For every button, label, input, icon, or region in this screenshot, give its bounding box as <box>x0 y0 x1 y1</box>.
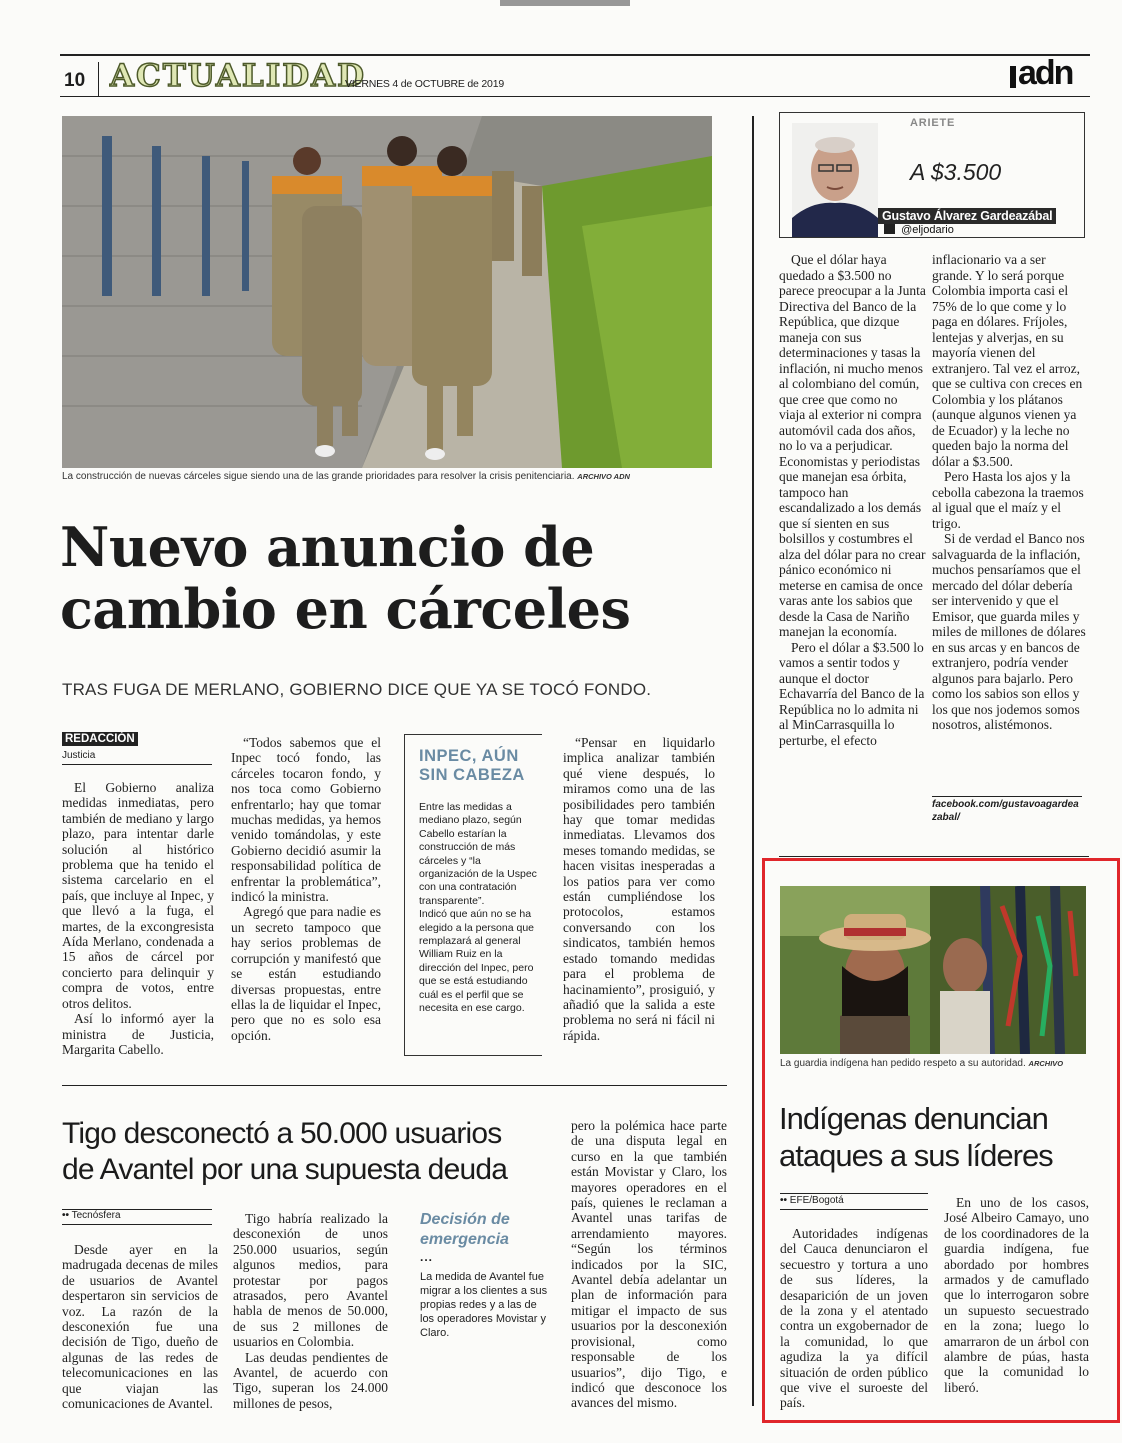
column-label: ARIETE <box>910 117 956 129</box>
tigo-col4 <box>571 1118 727 1411</box>
photo-caption <box>62 471 712 482</box>
tigo-headline-line1: Tigo desconectó a 50.000 usuarios <box>62 1117 502 1150</box>
column-col2-p3: Si de verdad el Banco nos salvaguarda de la inflación, muchos pensaríamos que el mercado del dólar debería ser intervenido y que el Emisor, que guarda miles y miles de millones de dólares en sus arcas y en bancos de extranjero, podría vender algunos para bajarlo. Pero como los sabios son ellos y los que nos jodemos somos nosotros, alistémonos. <box>932 531 1086 732</box>
main-byline-rule <box>62 764 212 765</box>
tigo-section <box>62 1210 121 1221</box>
photo-credit: ARCHIVO ADN <box>577 472 630 481</box>
indigenas-byline-text: EFE/Bogotá <box>789 1195 844 1206</box>
main-col1-p2: Así lo informó ayer la ministra de Justicia, Margarita Cabello. <box>62 1011 214 1057</box>
twitter-icon <box>884 224 895 234</box>
tigo-sidebar-title-line1: Decisión de <box>420 1211 510 1228</box>
main-byline: REDACCIÓN <box>62 732 138 746</box>
tigo-col2-p1: Tigo habría realizado la desconexión de unos 250.000 usuarios, según algunos medios, para protestar por pagos atrasados, pero Avantel habla de menos de 50.000, de sus 2 millones de usuarios en Colombia. <box>233 1211 388 1350</box>
tigo-section-rule-bottom <box>62 1224 212 1225</box>
tigo-sidebar <box>420 1210 548 1340</box>
tigo-section-dots: •• <box>62 1210 70 1221</box>
indigenas-byline-dots: •• <box>780 1195 788 1206</box>
column-col2-p1: inflacionario va a ser grande. Y lo será porque Colombia importa casi el 75% de lo que come y lo paga en dólares. Fríjoles, lentejas y alverjas, en su mayoría vienen del extranjero. Tal vez el arroz, que se cultiva con creces en Colombia y los plátanos (aunque algunos vienen ya de Ecuador) y la leche no queden bajo la norma del dólar a $3.500. <box>932 252 1083 469</box>
tigo-sidebar-title <box>420 1210 548 1250</box>
column-title: A $3.500 <box>910 159 1002 185</box>
column-col1-p1: Que el dólar haya quedado a $3.500 no parece preocupar a la Junta Directiva del Banco de la República, que dizque maneja con sus determinaciones y tasas la inflación, ni mucho menos al colombiano del común, que cree que como no viaja al exterior ni compra automóvil cada dos años, no lo va a perjudicar. Economistas y periodistas que manejan esa órbita, tampoco han escandalizado a los demás que sí sienten en sus bolsillos y costumbres el alza del dólar para no crear pánico económico ni meterse en camisa de once varas ante los sabios que desde la Casa de Nariño manejan la economía. <box>779 252 926 639</box>
tigo-col4-p1: pero la polémica hace parte de una disputa legal en curso en la que también están Movistar y Claro, los mayores operadores en el país, quienes le reclaman a Avantel unas tarifas de arrendamiento mayores. “Según los términos indicados por la SIC, Avantel debía adelantar un plan de información para mitigar el impacto de sus usuarios por la desconexión provisional, como responsable de los usuarios”, dijo Tigo, e indicó que desconoce los avances del mismo. <box>571 1118 727 1411</box>
tigo-sidebar-title-line2: emergencia <box>420 1231 509 1248</box>
tigo-col1-p1: Desde ayer en la madrugada decenas de miles de usuarios de Avantel despertaron sin servicios de voz. La razón de la desconexión fue una decisión de Tigo, dueño de algunas de las redes de telecomunicaciones en las que viajan las comunicaciones de Avantel. <box>62 1242 218 1412</box>
tigo-sidebar-text: La medida de Avantel fue migrar a los clientes a sus propias redes y a las de los operadores Movistar y Claro. <box>420 1271 548 1339</box>
inpec-sidebar-title <box>419 747 542 785</box>
main-headline <box>60 516 630 640</box>
indigenas-col1 <box>780 1226 928 1411</box>
main-col4 <box>563 735 715 1043</box>
main-col2 <box>231 735 381 1043</box>
column-twitter <box>884 224 954 236</box>
tigo-headline-line2: de Avantel por una supuesta deuda <box>62 1153 508 1186</box>
story-separator <box>62 1085 727 1086</box>
indigenas-caption <box>780 1058 1086 1069</box>
indigenas-photo-credit: ARCHIVO <box>1028 1059 1064 1068</box>
main-headline-line2: cambio en cárceles <box>60 577 631 641</box>
tigo-col1 <box>62 1242 218 1411</box>
main-byline-section: Justicia <box>62 750 96 761</box>
main-col1-p1: El Gobierno analiza medidas inmediatas, pero también de mediano y largo plazo, para intentar darle solución al histórico problema que ha tenido el sistema carcelario en el país, que incluye al Inpec, y que llevó a la fuga, el martes, de la excongresista Aída Merlano, condenada a 15 años de cárcel por concierto para delinquir y compra de votos, entre otros delitos. <box>62 780 214 1011</box>
indigenas-byline-rule <box>780 1193 928 1194</box>
header-bottom-rule <box>60 96 1090 97</box>
inpec-sidebar-text <box>419 801 537 1016</box>
right-column-divider <box>779 856 1089 857</box>
right-column-rule <box>752 116 754 1406</box>
inpec-sidebar-title-line2: SIN CABEZA <box>419 766 525 784</box>
issue-date: VIERNES 4 de OCTUBRE de 2019 <box>345 78 504 90</box>
facebook-rule <box>932 796 1082 797</box>
indigenas-caption-text: La guardia indígena han pedido respeto a su autoridad. <box>780 1058 1026 1069</box>
main-col1 <box>62 780 214 1057</box>
indigenas-col2 <box>944 1195 1089 1395</box>
main-col4-p1: “Pensar en liquidarlo implica analizar también qué viene después, lo miramos como una de las posibilidades pero también hay que tomar medidas inmediatas. Llevamos dos meses tomando medidas, se hacen visitas inesperadas a los patios para ver como están cumpliéndose los protocolos, estamos conversando con los sindicatos, también hemos estado tomando medidas para el problema de hacinamiento”, prosiguió, y añadió que la salida a este problema no será ni fácil ni rápida. <box>563 735 715 1043</box>
column-author: Gustavo Álvarez Gardeazábal <box>878 208 1056 224</box>
header-top-rule <box>60 54 1090 56</box>
photo-caption-text: La construcción de nuevas cárceles sigue siendo una de las grande prioridades para resolver la crisis penitenciaria. <box>62 471 575 482</box>
main-col2-p2: Agregó que para nadie es un secreto tampoco que hay serios problemas de corrupción y manifestó que se están estudiando diversas propuestas, entre ellas la de liquidar el Inpec, pero que no es solo esa opción. <box>231 904 381 1043</box>
tigo-col2-p2: Las deudas pendientes de Avantel, de acuerdo con Tigo, superan los 24.000 millones de pesos, <box>233 1349 388 1411</box>
main-headline-line1: Nuevo anuncio de <box>60 515 595 579</box>
section-title: ACTUALIDAD <box>110 58 367 94</box>
inpec-sidebar-title-line1: INPEC, AÚN <box>419 747 519 765</box>
inpec-sidebar-p1: Entre las medidas a mediano plazo, según Cabello estarían la construcción de más cárceles y “la organización de la Uspec con una contratación transparente”. <box>419 801 537 907</box>
inpec-sidebar-p2: Indicó que aún no se ha elegido a la persona que remplazará al general William Ruiz en la dirección del Inpec, pero que se está estudiando cuál es el perfil que se necesita en ese cargo. <box>419 908 535 1015</box>
indigenas-headline-line1: Indígenas denuncian <box>779 1101 1048 1136</box>
tigo-section-label: Tecnósfera <box>71 1210 121 1221</box>
tigo-col2 <box>233 1211 388 1411</box>
inpec-sidebar <box>404 734 542 1056</box>
indigenas-photo <box>780 886 1086 1054</box>
indigenas-byline-rule-bottom <box>780 1209 928 1210</box>
ariete-header-box <box>779 112 1085 238</box>
column-col2-p2: Pero Hasta los ajos y la cebolla cabezona la traemos al igual que el maíz y el trigo. <box>932 469 1084 531</box>
author-photo <box>792 123 878 237</box>
brand-logo-bar <box>1010 66 1016 88</box>
indigenas-headline <box>779 1100 1053 1174</box>
indigenas-col2-p1: En uno de los casos, José Albeiro Camayo, uno de los coordinadores de la guardia indígena, fue abordado por hombres armados y de camuflado que lo interrogaron sobre un supuesto secuestrado en la zona; luego lo amarraron de un árbol con alambre de púas, hasta que la comunidad lo liberó. <box>944 1195 1089 1395</box>
page-number: 10 <box>64 70 86 91</box>
brand-logo-text: adn <box>1018 54 1073 92</box>
column-facebook: facebook.com/gustavoagardeazabal/ <box>932 799 1079 823</box>
column-col2 <box>932 252 1088 733</box>
indigenas-headline-line2: ataques a sus líderes <box>779 1138 1053 1173</box>
main-col2-p1: “Todos sabemos que el Inpec tocó fondo, las cárceles tocaron fondo, y nos toca como Gobierno enfrentarlo; hay que tomar muchas medidas, ya hemos venido tomándolas, y este Gobierno decidió asumir la responsabilidad política de enfrentar la problemática”, indicó la ministra. <box>231 735 381 905</box>
column-col1 <box>779 252 927 748</box>
column-twitter-handle: @eljodario <box>901 224 954 236</box>
tigo-sidebar-dots: ... <box>420 1250 434 1264</box>
brand-logo <box>1018 54 1072 93</box>
tigo-headline <box>62 1116 507 1188</box>
main-subhead: TRAS FUGA DE MERLANO, GOBIERNO DICE QUE YA SE TOCÓ FONDO. <box>62 680 652 699</box>
prison-photo <box>62 116 712 468</box>
column-col1-p2: Pero el dólar a $3.500 lo vamos a sentir todos y aunque el doctor Echavarría del Banco de la República no lo admita ni al MinCarrasquilla lo perturbe, el efecto <box>779 639 925 748</box>
indigenas-byline <box>780 1195 844 1206</box>
top-cutoff-strip <box>500 0 630 6</box>
header-divider <box>98 62 99 96</box>
indigenas-col1-p1: Autoridades indígenas del Cauca denunciaron el secuestro y tortura a uno de sus líderes, la desaparición de un joven de la zona y el atentado contra un exgobernador de la comunidad, lo que agudiza la ya difícil situación de orden público que vive el suroeste del país. <box>780 1226 928 1411</box>
